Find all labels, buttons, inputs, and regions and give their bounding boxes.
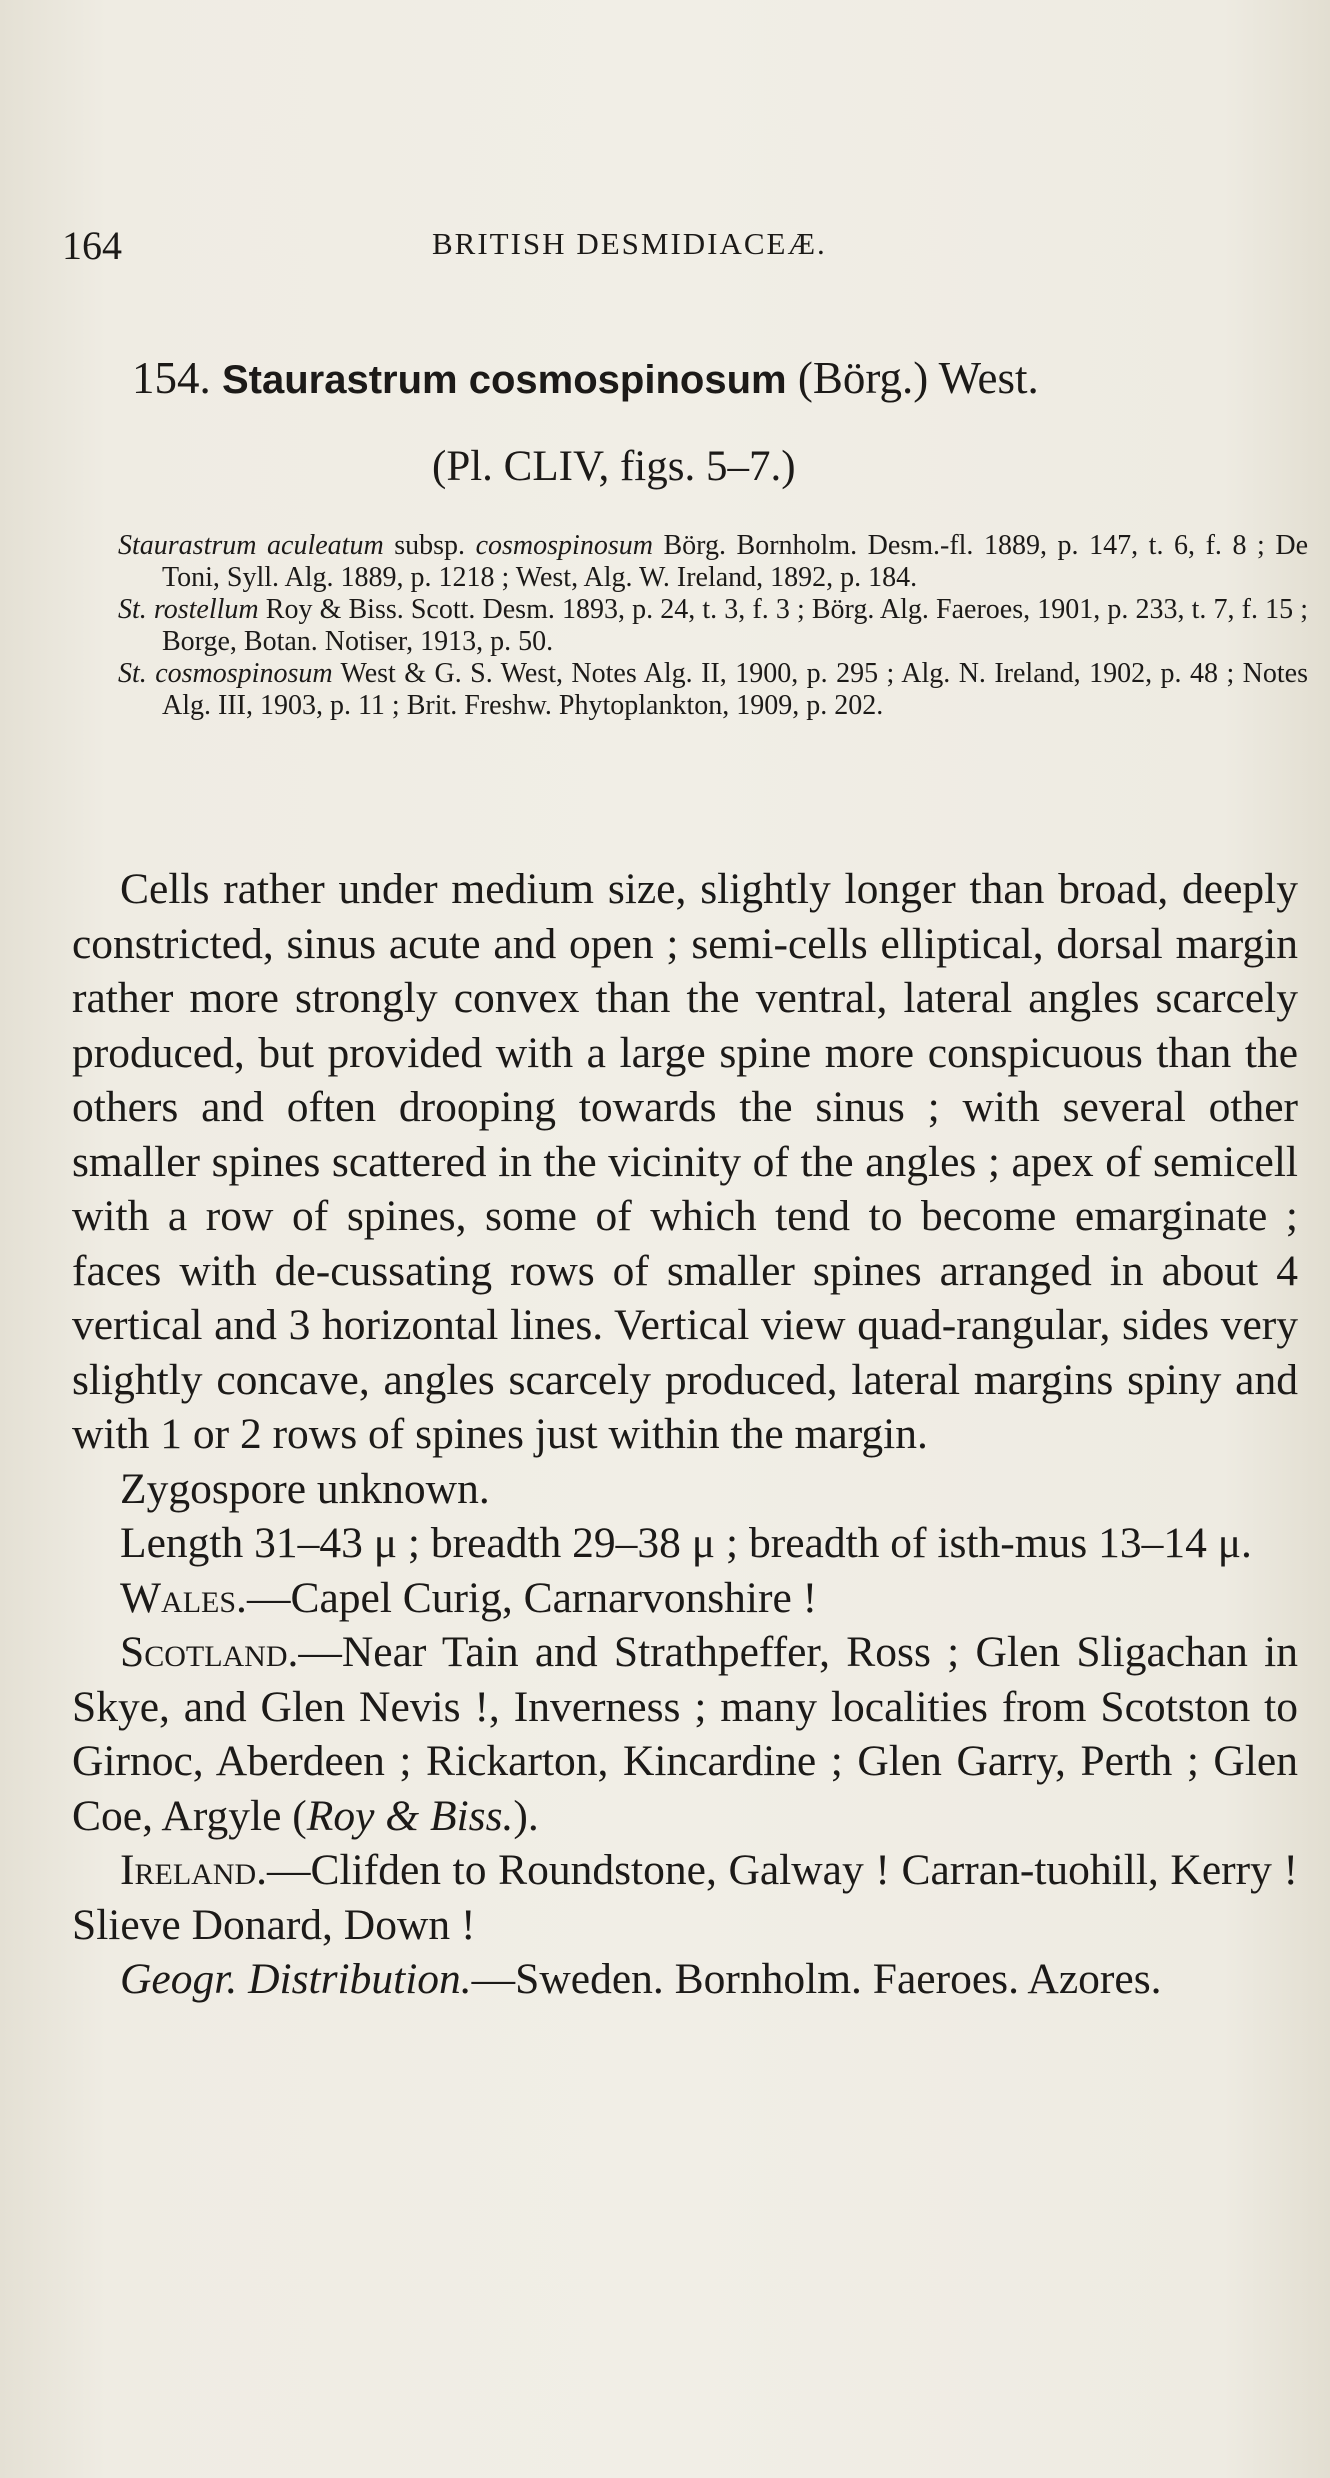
region-label-scotland: Scotland. xyxy=(120,1628,299,1676)
description-paragraph: Cells rather under medium size, slightly longer than broad, deeply constricted, sinus acute and open ; semi-cells elliptical, dorsal margin rather more strongly convex than the ventral, lateral angles scarcely produced, but provided with a large spine more conspicuous than the others and often drooping towards the sinus ; with several other smaller spines scattered in the vicinity of the angles ; apex of semicell with a row of spines, some of which tend to become emarginate ; faces with de-cussating rows of smaller spines arranged in about 4 vertical and 3 horizontal lines. Vertical view quad-rangular, sides very slightly concave, angles scarcely produced, lateral margins spiny and with 1 or 2 rows of spines just within the margin. xyxy=(72,865,1298,1458)
page-header xyxy=(62,222,1302,272)
species-authority: (Börg.) West. xyxy=(797,353,1039,403)
region-label-wales: Wales. xyxy=(120,1573,247,1622)
synonym-citation: West & G. S. West, Notes Alg. II, 1900, p. 295 ; Alg. N. Ireland, 1902, p. 48 ; Notes Alg. III, 1903, p. 11 ; Brit. Freshw. Phytoplankton, 1909, p. 202. xyxy=(162,658,1308,721)
synonym-rank: subsp. xyxy=(394,530,466,561)
synonym-name: Staurastrum aculeatum xyxy=(118,530,384,561)
locality-scotland xyxy=(72,1625,1298,1843)
geographic-distribution xyxy=(72,1952,1298,2007)
locality-wales xyxy=(72,1571,1298,1626)
collector-citation: Roy & Biss. xyxy=(306,1791,514,1840)
locality-text-scotland: —Near Tain and Strathpeffer, Ross ; Glen Sligachan in Skye, and Glen Nevis !, Inverness ; many localities from Scotston to Girnoc, Aberdeen ; Rickarton, Kincardine ; Glen Garry, Perth ; Glen Coe, Argyle ( xyxy=(72,1628,1298,1840)
locality-close-scotland: ). xyxy=(513,1791,539,1840)
species-number: 154. xyxy=(132,353,211,403)
synonym-citation: Roy & Biss. Scott. Desm. 1893, p. 24, t. 3, f. 3 ; Börg. Alg. Faeroes, 1901, p. 233, t. 7, f. 15 ; Borge, Botan. Notiser, 1913, p. 50. xyxy=(162,594,1308,657)
synonym-entry xyxy=(118,594,1308,658)
distribution-text: —Sweden. Bornholm. Faeroes. Azores. xyxy=(471,1955,1162,2003)
measurements: Length 31–43 μ ; breadth 29–38 μ ; breadth of isth-mus 13–14 μ. xyxy=(120,1519,1252,1567)
locality-ireland xyxy=(72,1843,1298,1952)
region-label-ireland: Ireland. xyxy=(120,1846,268,1894)
page-number: 164 xyxy=(62,223,122,268)
running-head: BRITISH DESMIDIACEÆ. xyxy=(432,226,827,261)
synonym-entry xyxy=(118,658,1308,722)
zygospore-note: Zygospore unknown. xyxy=(120,1464,490,1513)
distribution-label: Geogr. Distribution. xyxy=(120,1955,472,2003)
locality-text-wales: —Capel Curig, Carnarvonshire ! xyxy=(246,1573,818,1622)
synonym-subspecies: cosmospinosum xyxy=(475,530,653,561)
species-heading xyxy=(132,352,1039,404)
species-name: Staurastrum cosmospinosum xyxy=(222,358,787,402)
plate-reference: (Pl. CLIV, figs. 5–7.) xyxy=(432,443,796,490)
synonym-entry xyxy=(118,530,1308,594)
synonym-name: St. cosmospinosum xyxy=(118,658,333,689)
locality-text-ireland: —Clifden to Roundstone, Galway ! Carran-tuohill, Kerry ! Slieve Donard, Down ! xyxy=(72,1846,1298,1949)
synonym-name: St. rostellum xyxy=(118,594,259,625)
synonym-citation: Börg. Bornholm. Desm.-fl. 1889, p. 147, t. 6, f. 8 ; De Toni, Syll. Alg. 1889, p. 1218 ; West, Alg. W. Ireland, 1892, p. 184. xyxy=(162,530,1309,593)
species-description xyxy=(72,862,1298,2007)
synonymy-block xyxy=(118,530,1308,722)
